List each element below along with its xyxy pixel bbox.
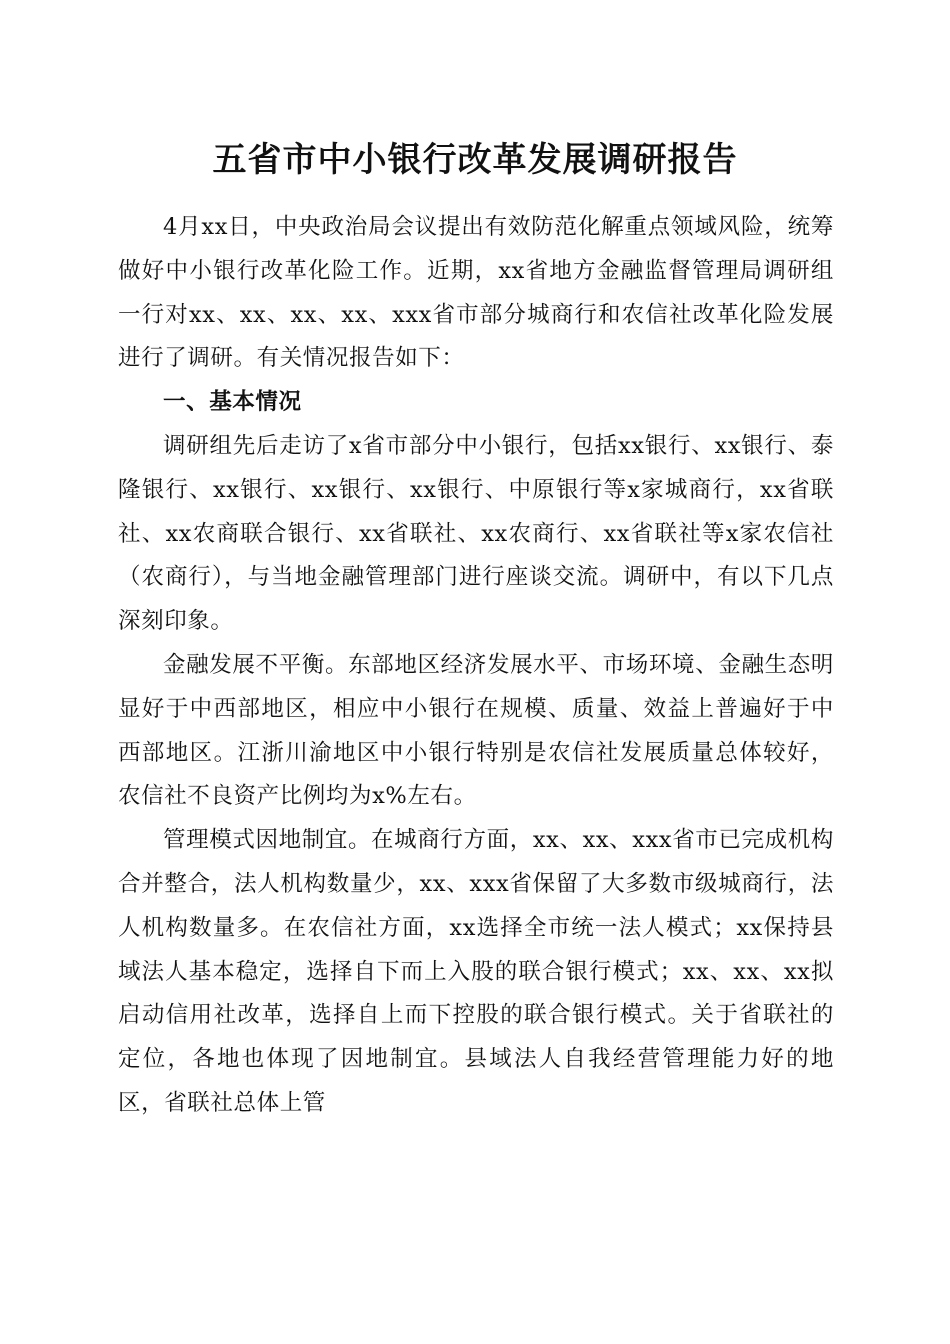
section-heading-basic-situation: 一、基本情况	[163, 389, 302, 416]
intro-paragraph: 4月xx日，中央政治局会议提出有效防范化解重点领域风险，统筹做好中小银行改革化险工作。近期，xx省地方金融监督管理局调研组一行对xx、xx、xx、xx、xxx省市部分城商行和农信社改革化险发展进行了调研。有关情况报告如下：	[118, 214, 834, 372]
imbalance-paragraph: 金融发展不平衡。东部地区经济发展水平、市场环境、金融生态明显好于中西部地区，相应中小银行在规模、质量、效益上普遍好于中西部地区。江浙川渝地区中小银行特别是农信社发展质量总体较好，农信社不良资产比例均为x%左右。	[118, 651, 834, 810]
document-title: 五省市中小银行改革发展调研报告	[212, 140, 738, 180]
survey-paragraph: 调研组先后走访了x省市部分中小银行，包括xx银行、xx银行、泰隆银行、xx银行、xx银行、xx银行、中原银行等x家城商行，xx省联社、xx农商联合银行、xx省联社、xx农商行、xx省联社等x家农信社（农商行），与当地金融管理部门进行座谈交流。调研中，有以下几点深刻印象。	[118, 432, 834, 635]
management-model-paragraph: 管理模式因地制宜。在城商行方面，xx、xx、xxx省市已完成机构合并整合，法人机构数量少，xx、xxx省保留了大多数市级城商行，法人机构数量多。在农信社方面，xx选择全市统一法人模式；xx保持县域法人基本稳定，选择自下而上入股的联合银行模式；xx、xx、xx拟启动信用社改革，选择自上而下控股的联合银行模式。关于省联社的定位，各地也体现了因地制宜。县域法人自我经营管理能力好的地区，省联社总体上管	[118, 827, 834, 1116]
document-body	[118, 206, 834, 1126]
